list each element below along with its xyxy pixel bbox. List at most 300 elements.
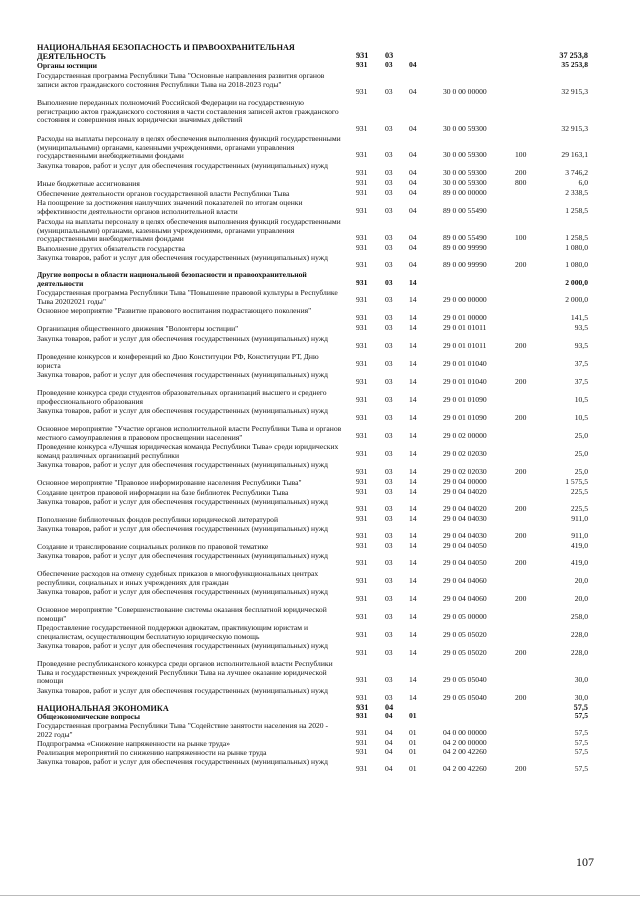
section-code: 03 (385, 487, 393, 497)
ministry-code: 931 (356, 243, 368, 253)
expense-type-code: 100 (515, 233, 527, 243)
subsection-code: 04 (409, 260, 417, 270)
subsection-code: 14 (409, 487, 417, 497)
row-name: Проведение конкурса среди студентов образовательных организаций высшего и среднего профессионального образования (37, 388, 327, 406)
table-row (0, 461, 640, 477)
subsection-code: 04 (409, 60, 417, 70)
ministry-code: 931 (356, 295, 368, 305)
ministry-code: 931 (356, 504, 368, 514)
row-sum: 57,5 (574, 747, 588, 757)
ministry-code: 931 (356, 711, 368, 721)
subsection-code: 14 (409, 576, 417, 586)
subsection-code: 14 (409, 675, 417, 685)
row-sum: 35 253,8 (561, 60, 588, 70)
section-code: 03 (385, 188, 393, 198)
expense-type-code: 200 (515, 377, 527, 387)
target-article-code: 04 0 00 00000 (443, 728, 487, 738)
section-code: 03 (385, 260, 393, 270)
table-row (0, 749, 640, 757)
target-article-code: 89 0 00 55490 (443, 206, 487, 216)
target-article-code: 89 0 00 99990 (443, 260, 487, 270)
subsection-code: 01 (409, 711, 417, 721)
table-row (0, 425, 640, 441)
table-row (0, 740, 640, 748)
row-sum: 93,5 (574, 341, 588, 351)
section-code: 03 (385, 87, 393, 97)
row-sum: 258,0 (570, 612, 588, 622)
section-code: 03 (385, 594, 393, 604)
section-code: 03 (385, 323, 393, 333)
row-name: Закупка товаров, работ и услуг для обеспечения государственных (муниципальных) нужд (37, 460, 328, 469)
row-sum: 2 000,0 (565, 278, 588, 288)
ministry-code: 931 (356, 313, 368, 323)
target-article-code: 29 0 02 02030 (443, 449, 487, 459)
row-name: Основное мероприятие "Правовое информирование населения Республики Тыва" (37, 478, 302, 487)
table-row (0, 552, 640, 568)
expense-type-code: 100 (515, 150, 527, 160)
row-sum: 25,0 (574, 467, 588, 477)
row-sum: 30,0 (574, 693, 588, 703)
row-sum: 228,0 (570, 648, 588, 658)
row-sum: 57,5 (574, 711, 588, 721)
expense-type-code: 200 (515, 467, 527, 477)
row-sum: 911,0 (571, 531, 588, 541)
ministry-code: 931 (356, 233, 368, 243)
section-code: 04 (385, 764, 393, 774)
row-name: Закупка товаров, работ и услуг для обеспечения государственных (муниципальных) нужд (37, 497, 328, 506)
section-code: 03 (385, 313, 393, 323)
ministry-code: 931 (356, 477, 368, 487)
target-article-code: 29 0 04 04020 (443, 487, 487, 497)
expense-type-code: 200 (515, 341, 527, 351)
ministry-code: 931 (356, 260, 368, 270)
row-sum: 57,5 (574, 764, 588, 774)
target-article-code: 30 0 00 59300 (443, 150, 487, 160)
ministry-code: 931 (356, 541, 368, 551)
subsection-code: 14 (409, 278, 417, 288)
table-row (0, 199, 640, 216)
ministry-code: 931 (356, 188, 368, 198)
subsection-code: 14 (409, 413, 417, 423)
subsection-code: 14 (409, 323, 417, 333)
row-name: Государственная программа Республики Тыва "Основные направления развития органов записи актов гражданского состояния Республики Тыва на 2018-2023 годы" (37, 71, 325, 89)
section-code: 03 (385, 168, 393, 178)
expense-type-code: 200 (515, 260, 527, 270)
subsection-code: 14 (409, 514, 417, 524)
subsection-code: 14 (409, 295, 417, 305)
section-code: 03 (385, 531, 393, 541)
row-sum: 37,5 (574, 359, 588, 369)
table-row (0, 99, 640, 134)
row-sum: 30,0 (574, 675, 588, 685)
ministry-code: 931 (356, 467, 368, 477)
target-article-code: 04 2 00 42260 (443, 764, 487, 774)
row-name: Закупка товаров, работ и услуг для обеспечения государственных (муниципальных) нужд (37, 524, 328, 533)
target-article-code: 30 0 00 00000 (443, 87, 487, 97)
subsection-code: 14 (409, 558, 417, 568)
target-article-code: 30 0 00 59300 (443, 178, 487, 188)
row-name: Расходы на выплаты персоналу в целях обеспечения выполнения функций государственными (муниципальными) органами, казенными учреждениями, органами управления государственными внебюджетными фондами (37, 217, 341, 244)
table-row (0, 389, 640, 405)
ministry-code: 931 (356, 168, 368, 178)
subsection-code: 04 (409, 233, 417, 243)
target-article-code: 29 0 04 04060 (443, 594, 487, 604)
expense-type-code: 200 (515, 764, 527, 774)
row-name: Основное мероприятие "Развитие правового воспитания подрастающего поколения" (37, 306, 312, 315)
section-code: 04 (385, 711, 393, 721)
section-code: 03 (385, 612, 393, 622)
expense-type-code: 800 (515, 178, 527, 188)
subsection-code: 04 (409, 206, 417, 216)
ministry-code: 931 (356, 178, 368, 188)
row-sum: 32 915,3 (561, 87, 588, 97)
ministry-code: 931 (356, 738, 368, 748)
target-article-code: 29 0 04 04020 (443, 504, 487, 514)
row-sum: 228,0 (570, 630, 588, 640)
subsection-code: 14 (409, 630, 417, 640)
target-article-code: 29 0 01 01040 (443, 377, 487, 387)
row-sum: 93,5 (574, 323, 588, 333)
row-sum: 419,0 (570, 558, 588, 568)
target-article-code: 04 2 00 42260 (443, 747, 487, 757)
section-code: 03 (385, 51, 394, 61)
target-article-code: 29 0 04 04050 (443, 558, 487, 568)
target-article-code: 04 2 00 00000 (443, 738, 487, 748)
ministry-code: 931 (356, 395, 368, 405)
table-row (0, 588, 640, 604)
row-name: Закупка товаров, работ и услуг для обеспечения государственных (муниципальных) нужд (37, 406, 328, 415)
ministry-code: 931 (356, 150, 368, 160)
table-row (0, 660, 640, 685)
target-article-code: 29 0 01 01040 (443, 359, 487, 369)
row-name: Закупка товаров, работ и услуг для обеспечения государственных (муниципальных) нужд (37, 161, 328, 170)
row-sum: 1 258,5 (565, 233, 588, 243)
row-name: Закупка товаров, работ и услуг для обеспечения государственных (муниципальных) нужд (37, 757, 328, 766)
subsection-code: 01 (409, 728, 417, 738)
target-article-code: 29 0 05 05040 (443, 693, 487, 703)
row-name: Основное мероприятие "Участие органов исполнительной власти Республики Тыва и органов местного самоуправления в правовом просвещении населения" (37, 424, 342, 442)
section-code: 03 (385, 541, 393, 551)
table-row (0, 307, 640, 323)
ministry-code: 931 (356, 341, 368, 351)
table-row (0, 624, 640, 640)
section-code: 04 (385, 703, 394, 713)
target-article-code: 30 0 00 59300 (443, 124, 487, 134)
row-name: Другие вопросы в области национальной безопасности и правоохранительной деятельности (37, 270, 307, 288)
subsection-code: 14 (409, 594, 417, 604)
row-name: Реализация мероприятий по снижению напряженности на рынке труда (37, 748, 267, 757)
target-article-code: 29 0 04 00000 (443, 477, 487, 487)
row-name: Закупка товаров, работ и услуг для обеспечения государственных (муниципальных) нужд (37, 551, 328, 560)
ministry-code: 931 (356, 60, 368, 70)
ministry-code: 931 (356, 675, 368, 685)
target-article-code: 29 0 05 05040 (443, 675, 487, 685)
table-row (0, 180, 640, 188)
ministry-code: 931 (356, 487, 368, 497)
subsection-code: 14 (409, 377, 417, 387)
row-name: Иные бюджетные ассигнования (37, 179, 140, 188)
target-article-code: 89 0 00 55490 (443, 233, 487, 243)
ministry-code: 931 (356, 558, 368, 568)
subsection-code: 14 (409, 477, 417, 487)
row-name: Расходы на выплаты персоналу в целях обеспечения выполнения функций государственными (муниципальными) органами, казенными учреждениями, органами управления государственными внебюджетными фондами (37, 134, 341, 161)
page-bottom-edge (0, 895, 640, 896)
section-code: 03 (385, 477, 393, 487)
subsection-code: 04 (409, 168, 417, 178)
row-name: Проведение конкурса «Лучшая юридическая команда Республики Тыва» среди юридических команд различных организаций республики (37, 442, 339, 460)
target-article-code: 29 0 01 00000 (443, 313, 487, 323)
subsection-code: 14 (409, 395, 417, 405)
section-code: 03 (385, 648, 393, 658)
subsection-code: 01 (409, 738, 417, 748)
target-article-code: 29 0 01 01011 (443, 323, 487, 333)
target-article-code: 29 0 04 04030 (443, 514, 487, 524)
table-row (0, 722, 640, 738)
subsection-code: 14 (409, 431, 417, 441)
expense-type-code: 200 (515, 693, 527, 703)
subsection-code: 14 (409, 313, 417, 323)
section-code: 03 (385, 295, 393, 305)
table-row (0, 443, 640, 459)
target-article-code: 29 0 01 01011 (443, 341, 487, 351)
row-sum: 419,0 (570, 541, 588, 551)
ministry-code: 931 (356, 612, 368, 622)
target-article-code: 29 0 05 05020 (443, 648, 487, 658)
subsection-code: 14 (409, 359, 417, 369)
subsection-code: 04 (409, 150, 417, 160)
ministry-code: 931 (356, 124, 368, 134)
section-code: 03 (385, 60, 393, 70)
row-sum: 6,0 (578, 178, 588, 188)
row-sum: 25,0 (574, 449, 588, 459)
section-code: 03 (385, 504, 393, 514)
ministry-code: 931 (356, 514, 368, 524)
table-row (0, 758, 640, 774)
target-article-code: 29 0 00 00000 (443, 295, 487, 305)
row-name: Проведение республиканского конкурса среди органов исполнительной власти Республики Тыва и государственных учреждений Республики Тыва на лучшее оказание юридической помощи (37, 659, 333, 686)
table-row (0, 489, 640, 497)
table-row (0, 245, 640, 253)
row-name: Государственная программа Республики Тыва "Повышение правовой культуры в Республике Тыва 20202021 годы" (37, 288, 338, 306)
row-sum: 25,0 (574, 431, 588, 441)
ministry-code: 931 (356, 728, 368, 738)
section-code: 03 (385, 150, 393, 160)
row-name: Организация общественного движения "Волонтеры юстиции" (37, 324, 239, 333)
table-row (0, 516, 640, 524)
row-name: Основное мероприятие "Совершенствование системы оказания бесплатной юридической помощи" (37, 605, 327, 623)
ministry-code: 931 (356, 359, 368, 369)
ministry-code: 931 (356, 764, 368, 774)
row-name: Выполнение других обязательств государства (37, 244, 186, 253)
subsection-code: 14 (409, 531, 417, 541)
row-sum: 1 575,5 (565, 477, 588, 487)
section-code: 03 (385, 395, 393, 405)
row-sum: 225,5 (570, 487, 588, 497)
table-row (0, 543, 640, 551)
ministry-code: 931 (356, 87, 368, 97)
table-row (0, 570, 640, 586)
row-sum: 20,0 (574, 594, 588, 604)
subsection-code: 04 (409, 188, 417, 198)
target-article-code: 29 0 05 00000 (443, 612, 487, 622)
row-name: Обеспечение деятельности органов государственной власти Республики Тыва (37, 189, 290, 198)
table-row (0, 72, 640, 97)
ministry-code: 931 (356, 630, 368, 640)
target-article-code: 29 0 02 02030 (443, 467, 487, 477)
subsection-code: 04 (409, 243, 417, 253)
section-code: 03 (385, 675, 393, 685)
ministry-code: 931 (356, 51, 369, 61)
table-row (0, 407, 640, 423)
row-sum: 10,5 (574, 413, 588, 423)
table-row (0, 44, 640, 61)
row-name: Создание центров правовой информации на базе библиотек Республики Тыва (37, 488, 289, 497)
row-name: Подпрограмма «Снижение напряженности на рынке труда» (37, 739, 231, 748)
table-row (0, 335, 640, 351)
table-row (0, 190, 640, 198)
ministry-code: 931 (356, 594, 368, 604)
target-article-code: 29 0 04 04030 (443, 531, 487, 541)
section-code: 03 (385, 178, 393, 188)
subsection-code: 14 (409, 693, 417, 703)
expense-type-code: 200 (515, 531, 527, 541)
ministry-code: 931 (356, 703, 369, 713)
table-row (0, 254, 640, 270)
expense-type-code: 200 (515, 413, 527, 423)
expense-type-code: 200 (515, 594, 527, 604)
subsection-code: 14 (409, 504, 417, 514)
section-code: 03 (385, 413, 393, 423)
table-row (0, 479, 640, 487)
target-article-code: 29 0 01 01090 (443, 395, 487, 405)
table-row (0, 606, 640, 622)
section-code: 03 (385, 558, 393, 568)
ministry-code: 931 (356, 449, 368, 459)
row-name: Закупка товаров, работ и услуг для обеспечения государственных (муниципальных) нужд (37, 253, 328, 262)
row-sum: 29 163,1 (561, 150, 588, 160)
target-article-code: 29 0 02 00000 (443, 431, 487, 441)
expense-type-code: 200 (515, 504, 527, 514)
row-name: Общеэкономические вопросы (37, 712, 141, 721)
row-sum: 20,0 (574, 576, 588, 586)
page-number: 107 (576, 855, 594, 869)
row-sum: 911,0 (571, 514, 588, 524)
table-row (0, 353, 640, 369)
table-row (0, 687, 640, 703)
section-code: 03 (385, 514, 393, 524)
section-code: 03 (385, 359, 393, 369)
row-sum: 57,5 (574, 738, 588, 748)
row-name: Выполнение переданных полномочий Российской Федерации на государственную регистрацию актов гражданского состояния в части составления записей актов гражданского состояния и совершения иных юридически значимых действий (37, 98, 339, 125)
table-row (0, 713, 640, 721)
section-code: 04 (385, 728, 393, 738)
section-code: 03 (385, 206, 393, 216)
subsection-code: 14 (409, 612, 417, 622)
row-sum: 57,5 (574, 728, 588, 738)
section-code: 03 (385, 431, 393, 441)
subsection-code: 14 (409, 541, 417, 551)
subsection-code: 04 (409, 87, 417, 97)
subsection-code: 04 (409, 124, 417, 134)
expense-type-code: 200 (515, 558, 527, 568)
table-row (0, 325, 640, 333)
subsection-code: 14 (409, 341, 417, 351)
row-name: Закупка товаров, работ и услуг для обеспечения государственных (муниципальных) нужд (37, 334, 328, 343)
expense-type-code: 200 (515, 168, 527, 178)
subsection-code: 01 (409, 764, 417, 774)
ministry-code: 931 (356, 648, 368, 658)
row-name: Государственная программа Республики Тыва "Содействие занятости населения на 2020 - 2022 годы" (37, 721, 329, 739)
expense-type-code: 200 (515, 648, 527, 658)
row-sum: 2 000,0 (565, 295, 588, 305)
row-sum: 225,5 (570, 504, 588, 514)
target-article-code: 89 0 00 99990 (443, 243, 487, 253)
ministry-code: 931 (356, 693, 368, 703)
row-name: Закупка товаров, работ и услуг для обеспечения государственных (муниципальных) нужд (37, 370, 328, 379)
section-code: 03 (385, 278, 393, 288)
ministry-code: 931 (356, 323, 368, 333)
row-name: Закупка товаров, работ и услуг для обеспечения государственных (муниципальных) нужд (37, 587, 328, 596)
section-code: 03 (385, 341, 393, 351)
ministry-code: 931 (356, 531, 368, 541)
row-sum: 10,5 (574, 395, 588, 405)
row-sum: 32 915,3 (561, 124, 588, 134)
row-sum: 1 258,5 (565, 206, 588, 216)
target-article-code: 29 0 01 01090 (443, 413, 487, 423)
row-name: На поощрение за достижения наилучших значений показателей по итогам оценки эффективности деятельности органов исполнительной власти (37, 198, 303, 216)
target-article-code: 29 0 04 04050 (443, 541, 487, 551)
section-code: 03 (385, 576, 393, 586)
ministry-code: 931 (356, 431, 368, 441)
table-row (0, 162, 640, 178)
row-sum: 3 746,2 (565, 168, 588, 178)
subsection-code: 14 (409, 467, 417, 477)
row-name: Предоставление государственной поддержки адвокатам, практикующим юристам и специалистам, осуществляющим бесплатную юридическую помощь (37, 623, 309, 641)
subsection-code: 14 (409, 648, 417, 658)
subsection-code: 14 (409, 449, 417, 459)
row-sum: 57,5 (573, 703, 588, 713)
table-row (0, 525, 640, 541)
target-article-code: 29 0 04 04060 (443, 576, 487, 586)
ministry-code: 931 (356, 747, 368, 757)
table-row (0, 289, 640, 305)
table-row (0, 135, 640, 160)
row-sum: 2 338,5 (565, 188, 588, 198)
row-name: Закупка товаров, работ и услуг для обеспечения государственных (муниципальных) нужд (37, 641, 328, 650)
table-row (0, 642, 640, 658)
row-sum: 1 080,0 (565, 260, 588, 270)
row-sum: 1 080,0 (565, 243, 588, 253)
target-article-code: 30 0 00 59300 (443, 168, 487, 178)
section-code: 03 (385, 467, 393, 477)
target-article-code: 29 0 05 05020 (443, 630, 487, 640)
row-sum: 141,5 (570, 313, 588, 323)
row-name: Проведение конкурсов и конференций ко Дню Конституции РФ, Конституции РТ, Дню юриста (37, 352, 319, 370)
row-name: НАЦИОНАЛЬНАЯ ЭКОНОМИКА (37, 704, 169, 713)
section-code: 03 (385, 693, 393, 703)
subsection-code: 04 (409, 178, 417, 188)
section-code: 03 (385, 377, 393, 387)
table-row (0, 271, 640, 288)
section-code: 03 (385, 233, 393, 243)
ministry-code: 931 (356, 576, 368, 586)
table-row (0, 62, 640, 70)
row-name: Обеспечение расходов на отмену судебных приказов в многофункциональных центрах республики, социальных и иных учреждениях для граждан (37, 569, 319, 587)
ministry-code: 931 (356, 377, 368, 387)
ministry-code: 931 (356, 413, 368, 423)
row-name: Органы юстиции (37, 61, 97, 70)
section-code: 03 (385, 243, 393, 253)
